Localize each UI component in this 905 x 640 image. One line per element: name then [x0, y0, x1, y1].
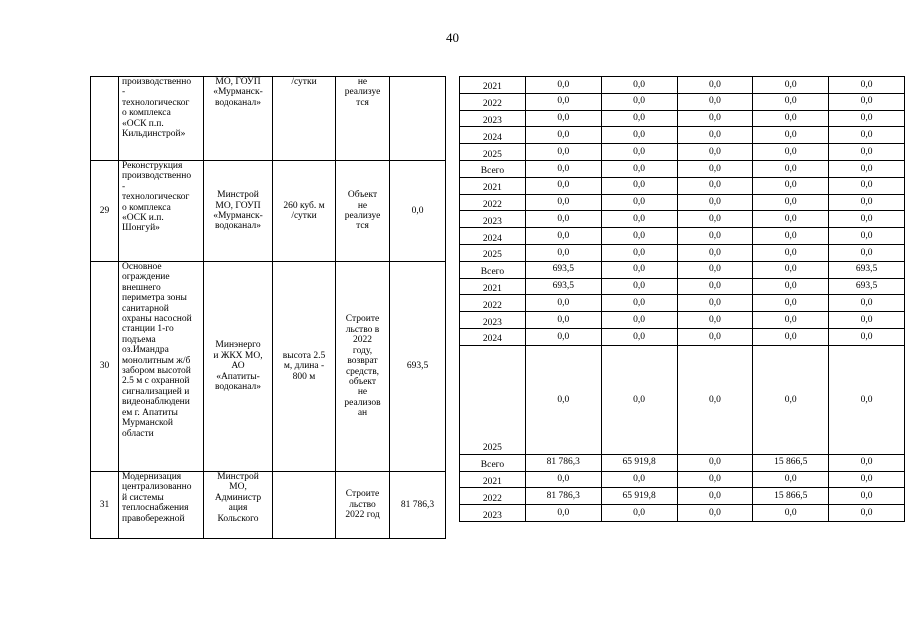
finance-value-v1: 0,0	[525, 244, 601, 261]
cell-line: «ОСК п.п.	[122, 118, 164, 129]
cell-line: ан	[357, 408, 368, 419]
table-row	[91, 77, 446, 161]
finance-value-v1: 81 786,3	[525, 488, 601, 505]
finance-value-v3: 0,0	[677, 211, 753, 228]
finance-value-v5: 0,0	[829, 228, 905, 245]
finance-value-v3: 0,0	[677, 244, 753, 261]
finance-value-v3: 0,0	[677, 295, 753, 312]
finance-value-v3: 0,0	[677, 488, 753, 505]
finance-value-v4: 0,0	[753, 471, 829, 488]
finance-value-v5: 0,0	[829, 211, 905, 228]
finance-value-v5: 0,0	[829, 328, 905, 345]
cell-line: монолитным ж/б	[122, 355, 191, 366]
finance-year: 2021	[460, 77, 526, 94]
finance-value-v1: 0,0	[525, 471, 601, 488]
cell-line: реализуе	[344, 211, 381, 221]
finance-year: Всего	[460, 261, 526, 278]
total-cost: 81 786,3	[390, 472, 446, 539]
finance-value-v4: 0,0	[753, 194, 829, 211]
cell-line: забором высотой	[122, 366, 191, 377]
finance-value-v5: 693,5	[829, 261, 905, 278]
finance-row	[460, 312, 905, 329]
finance-row	[460, 471, 905, 488]
finance-value-v3: 0,0	[677, 505, 753, 522]
cell-line: Строите	[345, 489, 380, 500]
finance-value-v1: 0,0	[525, 127, 601, 144]
finance-value-v5: 0,0	[829, 160, 905, 177]
finance-value-v2: 0,0	[601, 93, 677, 110]
finance-value-v1: 693,5	[525, 261, 601, 278]
finance-value-v3: 0,0	[677, 228, 753, 245]
cell-line: видеонаблюдени	[122, 397, 190, 408]
finance-year: 2023	[460, 211, 526, 228]
cell-line: АО	[231, 361, 245, 372]
finance-value-v5: 0,0	[829, 144, 905, 161]
finance-value-v2: 0,0	[601, 471, 677, 488]
finance-value-v3: 0,0	[677, 278, 753, 295]
cell-line: Объект	[347, 190, 378, 201]
finance-value-v1: 0,0	[525, 110, 601, 127]
finance-row	[460, 488, 905, 505]
finance-value-v4: 15 866,5	[753, 454, 829, 471]
finance-value-v2: 0,0	[601, 211, 677, 228]
finance-value-v2: 65 919,8	[601, 488, 677, 505]
finance-value-v4: 0,0	[753, 278, 829, 295]
cell-line: -	[122, 181, 126, 192]
finance-row	[460, 211, 905, 228]
finance-year: 2023	[460, 505, 526, 522]
cell-line: Минэнерго	[215, 340, 261, 351]
cell-line: не	[357, 77, 368, 87]
cell-line: льство в	[345, 324, 380, 335]
finance-value-v3: 0,0	[677, 454, 753, 471]
finance-value-v2: 0,0	[601, 110, 677, 127]
finance-year: 2023	[460, 312, 526, 329]
financing-table	[459, 76, 905, 522]
finance-year: 2022	[460, 93, 526, 110]
cell-line: ограждение	[122, 272, 170, 283]
cell-line: о комплекса	[122, 202, 171, 213]
finance-value-v4: 0,0	[753, 77, 829, 94]
finance-value-v1: 81 786,3	[525, 454, 601, 471]
cell-line: Реконструкция	[122, 161, 183, 171]
cell-line: м, длина -	[283, 361, 325, 372]
finance-row	[460, 177, 905, 194]
finance-value-v1: 0,0	[525, 345, 601, 454]
finance-year: 2022	[460, 488, 526, 505]
cell-line: и ЖКХ МО,	[213, 350, 263, 361]
capacity	[273, 161, 336, 262]
project-name	[119, 262, 204, 472]
finance-value-v2: 0,0	[601, 244, 677, 261]
finance-value-v4: 0,0	[753, 228, 829, 245]
finance-value-v4: 0,0	[753, 177, 829, 194]
finance-value-v1: 0,0	[525, 93, 601, 110]
finance-value-v2: 0,0	[601, 194, 677, 211]
cell-line: водоканал»	[214, 382, 262, 393]
finance-value-v3: 0,0	[677, 93, 753, 110]
finance-value-v4: 0,0	[753, 160, 829, 177]
finance-row	[460, 194, 905, 211]
finance-value-v2: 0,0	[601, 177, 677, 194]
status	[336, 472, 390, 539]
finance-value-v3: 0,0	[677, 261, 753, 278]
finance-value-v2: 65 919,8	[601, 454, 677, 471]
cell-line: производственно	[122, 77, 192, 87]
cell-line: подъема	[122, 334, 156, 345]
finance-value-v1: 0,0	[525, 328, 601, 345]
finance-year: 2022	[460, 194, 526, 211]
finance-year: 2021	[460, 177, 526, 194]
cell-line: технологическог	[122, 97, 190, 108]
capacity	[273, 77, 336, 161]
finance-value-v4: 15 866,5	[753, 488, 829, 505]
finance-year: 2024	[460, 228, 526, 245]
executor	[204, 77, 273, 161]
cell-line: Мурманской	[122, 418, 173, 429]
finance-value-v2: 0,0	[601, 228, 677, 245]
finance-value-v2: 0,0	[601, 295, 677, 312]
table-row	[91, 472, 446, 539]
finance-year: 2021	[460, 471, 526, 488]
cell-line: области	[122, 428, 154, 439]
cell-line: высота 2.5	[282, 350, 326, 361]
finance-value-v3: 0,0	[677, 312, 753, 329]
finance-value-v5: 0,0	[829, 93, 905, 110]
executor	[204, 262, 273, 472]
finance-year: 2022	[460, 295, 526, 312]
cell-line: санитарной	[122, 303, 169, 314]
finance-row	[460, 127, 905, 144]
finance-value-v4: 0,0	[753, 345, 829, 454]
cell-line: МО, ГОУП	[215, 77, 261, 87]
cell-line: тся	[356, 97, 369, 108]
finance-row	[460, 328, 905, 345]
cell-line: й системы	[122, 492, 164, 503]
finance-value-v5: 0,0	[829, 127, 905, 144]
total-cost	[390, 77, 446, 161]
finance-value-v5: 693,5	[829, 278, 905, 295]
finance-value-v3: 0,0	[677, 144, 753, 161]
finance-value-v1: 0,0	[525, 160, 601, 177]
cell-line: МО, ГОУП	[215, 200, 261, 211]
finance-year: 2024	[460, 127, 526, 144]
cell-line: оз.Имандра	[122, 345, 169, 356]
table-row	[91, 161, 446, 262]
finance-value-v4: 0,0	[753, 211, 829, 228]
status	[336, 262, 390, 472]
finance-value-v3: 0,0	[677, 77, 753, 94]
finance-value-v1: 0,0	[525, 77, 601, 94]
finance-value-v5: 0,0	[829, 345, 905, 454]
total-cost: 0,0	[390, 161, 446, 262]
cell-line: не	[357, 200, 368, 211]
finance-value-v5: 0,0	[829, 110, 905, 127]
cell-line: реализов	[344, 397, 381, 408]
executor	[204, 161, 273, 262]
cell-line: «ОСК и.п.	[122, 213, 164, 224]
cell-line: производственно	[122, 171, 192, 182]
finance-value-v5: 0,0	[829, 471, 905, 488]
finance-row	[460, 160, 905, 177]
finance-value-v2: 0,0	[601, 505, 677, 522]
finance-value-v2: 0,0	[601, 160, 677, 177]
cell-line: объект	[348, 376, 377, 387]
cell-line: водоканал»	[214, 221, 262, 232]
finance-value-v2: 0,0	[601, 278, 677, 295]
finance-value-v5: 0,0	[829, 244, 905, 261]
finance-value-v3: 0,0	[677, 127, 753, 144]
status	[336, 77, 390, 161]
cell-line: «Мурманск-	[213, 87, 263, 98]
cell-line: /сутки	[291, 77, 317, 87]
cell-line: Модернизация	[122, 472, 182, 482]
finance-value-v1: 0,0	[525, 194, 601, 211]
cell-line: водоканал»	[214, 97, 262, 108]
finance-value-v1: 0,0	[525, 228, 601, 245]
finance-row	[460, 244, 905, 261]
finance-value-v5: 0,0	[829, 488, 905, 505]
finance-value-v2: 0,0	[601, 127, 677, 144]
page-number: 40	[446, 30, 459, 45]
finance-value-v5: 0,0	[829, 295, 905, 312]
cell-line: 2.5 м с охранной	[122, 376, 190, 387]
finance-value-v4: 0,0	[753, 244, 829, 261]
finance-value-v2: 0,0	[601, 261, 677, 278]
row-number: 31	[91, 472, 119, 539]
cell-line: 260 куб. м	[283, 200, 325, 211]
cell-line: средств,	[345, 366, 380, 377]
finance-value-v3: 0,0	[677, 160, 753, 177]
finance-value-v4: 0,0	[753, 295, 829, 312]
finance-year: 2025	[460, 144, 526, 161]
cell-line: Строите	[345, 314, 380, 325]
finance-value-v1: 0,0	[525, 505, 601, 522]
finance-value-v4: 0,0	[753, 312, 829, 329]
project-info-table	[90, 76, 446, 539]
finance-row	[460, 93, 905, 110]
cell-line: станции 1-го	[122, 324, 174, 335]
finance-value-v2: 0,0	[601, 144, 677, 161]
finance-value-v4: 0,0	[753, 144, 829, 161]
cell-line: /сутки	[291, 211, 317, 221]
finance-row	[460, 228, 905, 245]
finance-row	[460, 454, 905, 471]
cell-line: -	[122, 87, 126, 98]
cell-line: ация	[228, 503, 248, 514]
cell-line: тся	[356, 221, 369, 232]
cell-line: Минстрой	[217, 472, 259, 482]
cell-line: о комплекса	[122, 108, 171, 119]
finance-value-v1: 0,0	[525, 211, 601, 228]
cell-line: периметра зоны	[122, 293, 187, 304]
finance-year: 2024	[460, 328, 526, 345]
row-number	[91, 77, 119, 161]
finance-value-v2: 0,0	[601, 77, 677, 94]
cell-line: льство	[349, 499, 376, 510]
cell-line: году,	[352, 345, 373, 356]
cell-line: 2022 год	[345, 510, 380, 521]
cell-line: возврат	[347, 356, 378, 367]
cell-line: Шонгуй»	[122, 223, 160, 234]
finance-value-v3: 0,0	[677, 328, 753, 345]
finance-value-v3: 0,0	[677, 471, 753, 488]
cell-line: 800 м	[292, 371, 316, 382]
cell-line: сигнализацией и	[122, 386, 190, 397]
finance-value-v3: 0,0	[677, 194, 753, 211]
row-number: 30	[91, 262, 119, 472]
finance-year: 2025	[460, 345, 526, 454]
finance-row	[460, 278, 905, 295]
cell-line: правобережной	[122, 513, 185, 524]
finance-value-v4: 0,0	[753, 127, 829, 144]
finance-value-v5: 0,0	[829, 177, 905, 194]
project-name	[119, 472, 204, 539]
finance-year: Всего	[460, 454, 526, 471]
finance-value-v5: 0,0	[829, 77, 905, 94]
finance-value-v4: 0,0	[753, 505, 829, 522]
finance-value-v4: 0,0	[753, 328, 829, 345]
finance-value-v5: 0,0	[829, 194, 905, 211]
finance-value-v1: 693,5	[525, 278, 601, 295]
executor	[204, 472, 273, 539]
finance-value-v1: 0,0	[525, 295, 601, 312]
finance-value-v3: 0,0	[677, 110, 753, 127]
cell-line: внешнего	[122, 282, 161, 293]
cell-line: Минстрой	[217, 190, 259, 201]
finance-value-v5: 0,0	[829, 454, 905, 471]
finance-year: 2021	[460, 278, 526, 295]
cell-line: реализуе	[344, 87, 381, 98]
finance-value-v1: 0,0	[525, 312, 601, 329]
cell-line: «Мурманск-	[213, 211, 263, 221]
finance-row	[460, 144, 905, 161]
finance-value-v4: 0,0	[753, 110, 829, 127]
cell-line: 2022	[353, 335, 372, 346]
finance-year: Всего	[460, 160, 526, 177]
cell-line: Кильдинстрой»	[122, 129, 186, 140]
row-number: 29	[91, 161, 119, 262]
cell-line: технологическог	[122, 192, 190, 203]
status	[336, 161, 390, 262]
cell-line: Администр	[214, 492, 262, 503]
capacity	[273, 472, 336, 539]
finance-year: 2025	[460, 244, 526, 261]
cell-line: Основное	[122, 262, 162, 272]
capacity	[273, 262, 336, 472]
finance-value-v5: 0,0	[829, 505, 905, 522]
finance-value-v1: 0,0	[525, 144, 601, 161]
cell-line: централизованно	[122, 482, 192, 493]
cell-line: охраны насосной	[122, 314, 192, 325]
finance-row	[460, 345, 905, 454]
finance-value-v2: 0,0	[601, 312, 677, 329]
total-cost: 693,5	[390, 262, 446, 472]
finance-row	[460, 77, 905, 94]
cell-line: «Апатиты-	[216, 371, 260, 382]
finance-row	[460, 110, 905, 127]
finance-year: 2023	[460, 110, 526, 127]
finance-value-v4: 0,0	[753, 261, 829, 278]
finance-value-v3: 0,0	[677, 345, 753, 454]
finance-value-v1: 0,0	[525, 177, 601, 194]
finance-value-v4: 0,0	[753, 93, 829, 110]
finance-row	[460, 261, 905, 278]
cell-line: Кольского	[217, 513, 259, 524]
finance-value-v2: 0,0	[601, 345, 677, 454]
cell-line: ем г. Апатиты	[122, 407, 178, 418]
cell-line: МО,	[229, 482, 247, 493]
cell-line: не	[357, 387, 368, 398]
table-row	[91, 262, 446, 472]
project-name	[119, 161, 204, 262]
cell-line: теплоснабжения	[122, 503, 189, 514]
finance-value-v5: 0,0	[829, 312, 905, 329]
finance-row	[460, 505, 905, 522]
project-name	[119, 77, 204, 161]
finance-value-v3: 0,0	[677, 177, 753, 194]
finance-row	[460, 295, 905, 312]
finance-value-v2: 0,0	[601, 328, 677, 345]
